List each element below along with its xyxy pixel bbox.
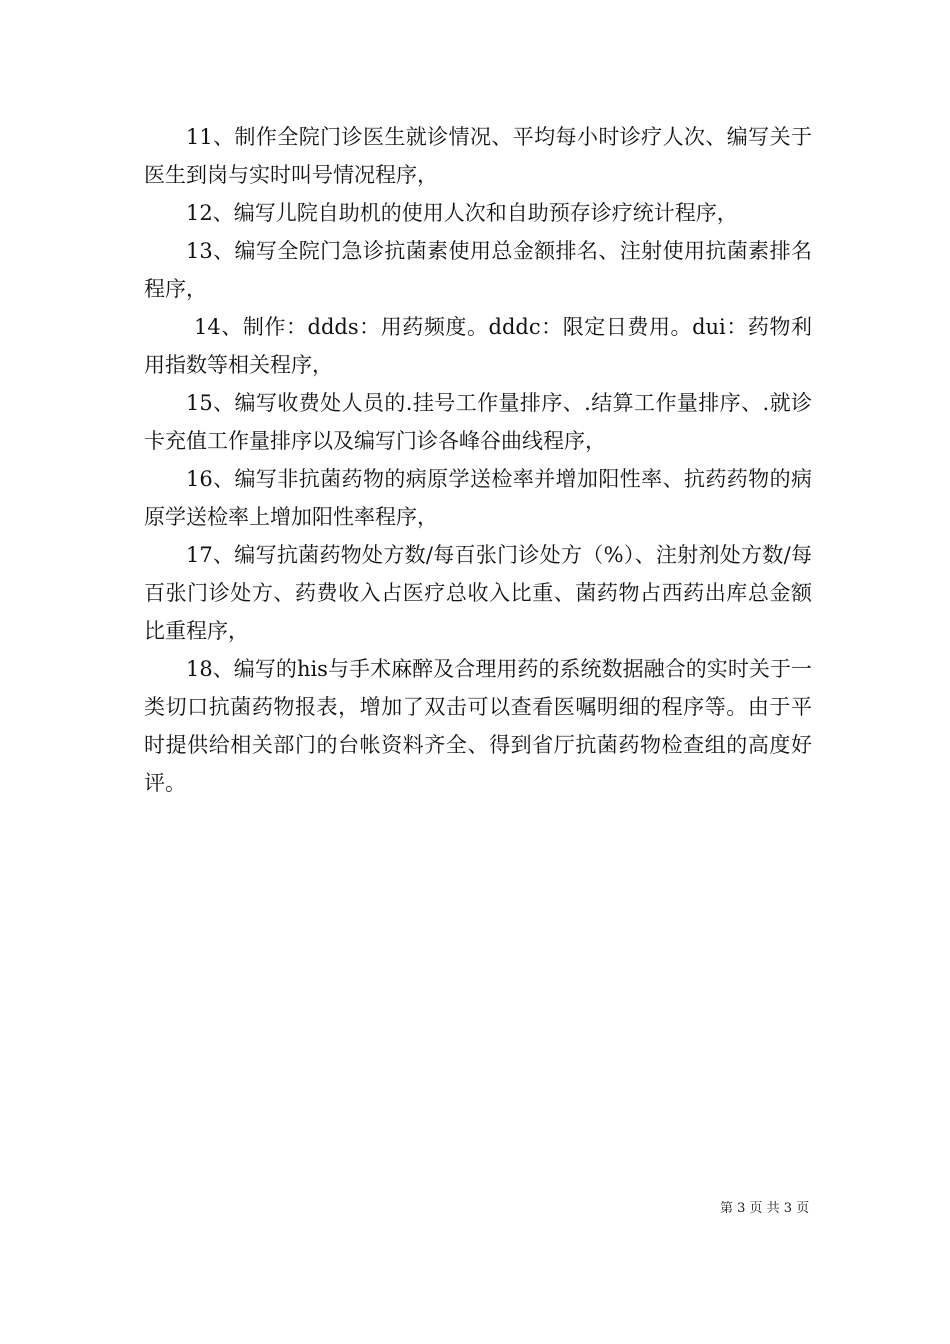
paragraph-item-14: 14、制作：ddds：用药频度。dddc：限定日费用。dui：药物利用指数等相关程序， [144,315,812,377]
paragraph-item-11: 11、制作全院门诊医生就诊情况、平均每小时诊疗人次、编写关于医生到岗与实时叫号情况程序， [144,125,812,187]
paragraph-item-12: 12、编写儿院自助机的使用人次和自助预存诊疗统计程序， [186,201,738,225]
paragraph-item-13: 13、编写全院门急诊抗菌素使用总金额排名、注射使用抗菌素排名程序， [144,239,812,301]
paragraph-item-15: 15、编写收费处人员的.挂号工作量排序、.结算工作量排序、.就诊卡充值工作量排序以及编写门诊各峰谷曲线程序， [144,391,812,453]
document-body [144,118,812,802]
page-number-footer: 第 3 页 共 3 页 [720,1201,810,1216]
paragraph-item-16: 16、编写非抗菌药物的病原学送检率并增加阳性率、抗药药物的病原学送检率上增加阳性率程序， [144,467,812,529]
paragraph-item-17: 17、编写抗菌药物处方数/每百张门诊处方（%）、注射剂处方数/每百张门诊处方、药费收入占医疗总收入比重、菌药物占西药出库总金额比重程序， [144,543,812,643]
paragraph-item-18: 18、编写的his与手术麻醉及合理用药的系统数据融合的实时关于一类切口抗菌药物报表，增加了双击可以查看医嘱明细的程序等。由于平时提供给相关部门的台帐资料齐全、得到省厅抗菌药物检查组的高度好评。 [144,657,812,795]
